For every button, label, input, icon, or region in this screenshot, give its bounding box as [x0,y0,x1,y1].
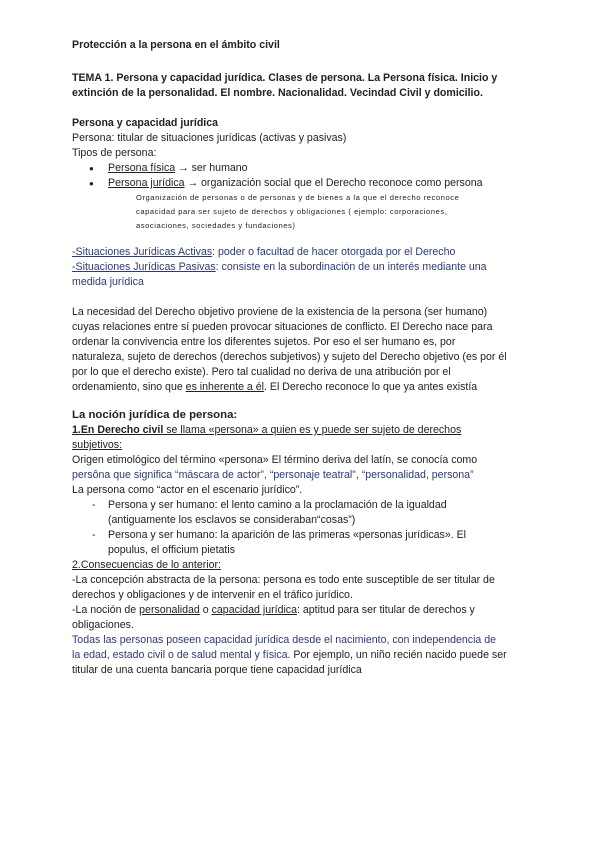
pasivas-text-cont: medida jurídica [72,276,144,288]
tema-line: TEMA 1. Persona y capacidad jurídica. Clases de persona. La Persona física. Inicio y [72,72,498,84]
derecho-civil-text: se llama «persona» a quien es y puede ser sujeto de derechos [163,424,462,436]
list-item-text: → organización social que el Derecho reconoce como persona [184,177,483,189]
concepcion-line: derechos y obligaciones y de intervenir en el tráfico jurídico. [72,589,353,601]
section-nocion-juridica [72,408,532,678]
paragraph-text: . El Derecho reconoce lo que ya antes existía [264,381,478,393]
tipos-list [72,161,532,191]
term-persona-juridica: Persona jurídica [108,177,185,189]
document-title: Protección a la persona en el ámbito civil [72,39,280,51]
note-line: Organización de personas o de personas y de bienes a la que el derecho reconoce [136,193,460,202]
paragraph-line [72,380,532,395]
nocion-text: : aptitud para ser titular de derechos y [297,604,475,616]
nocion-text: o [199,604,212,616]
list-item [72,498,532,528]
nocion-line [72,603,532,618]
derecho-civil-line [72,423,532,438]
origen-line: persôna que significa “máscara de actor”, “personaje teatral”, “personalidad, persona” [72,469,474,481]
capacidad-juridica-term: capacidad jurídica [211,604,298,616]
derecho-civil-text-cont: subjetivos: [72,439,123,451]
nocion-text: -La noción de [72,604,140,616]
section-heading: Persona y capacidad jurídica [72,117,219,129]
list-item-text: (antiguamente los esclavos se consideraban“cosas”) [108,514,356,526]
list-item-text: → ser humano [175,162,248,174]
note-line: asociaciones, sociedades y fundaciones) [136,221,296,230]
actor-line: La persona como “actor en el escenario jurídico”. [72,484,303,496]
concepcion-line: -La concepción abstracta de la persona: persona es todo ente susceptible de ser titular de [72,574,495,586]
list-item-text: - Persona y ser humano: el lento camino a la proclamación de la igualdad [108,499,447,511]
list-item [72,161,532,176]
list-item [72,176,532,191]
todas-line: titular de una cuenta bancaria porque tiene capacidad jurídica [72,664,362,676]
section-heading: La noción jurídica de persona: [72,409,238,421]
paragraph-line: por lo que el derecho existe). Pero tal cualidad no deriva de una atribución por el [72,366,451,378]
activas-line [72,245,532,260]
persona-definition: Persona: titular de situaciones jurídicas (activas y pasivas) [72,132,347,144]
organizacion-note [72,191,532,233]
todas-line: Todas las personas poseen capacidad jurídica desde el nacimiento, con independencia de [72,634,497,646]
tema-heading [72,71,532,101]
consecuencias-heading: 2.Consecuencias de lo anterior: [72,559,221,571]
dash-list [72,498,532,558]
todas-text: Por ejemplo, un niño recién nacido puede ser [290,649,507,661]
paragraph-line: naturaleza, sujeto de derechos (derechos subjetivos) y sujeto del Derecho objetivo (es por él [72,351,507,363]
derecho-civil-term: 1.En Derecho civil [72,424,164,436]
term-pasivas: -Situaciones Jurídicas Pasivas [72,261,216,273]
paragraph-text: ordenamiento, sino que [72,381,186,393]
inherente-term: es inherente a él [185,381,265,393]
section-persona-capacidad [72,116,532,233]
note-line: capacidad para ser sujeto de derechos y obligaciones ( ejemplo: corporaciones, [136,207,448,216]
nocion-line-cont: obligaciones. [72,619,134,631]
todas-text: la edad, estado civil o de salud mental y física. [72,649,291,661]
todas-line [72,648,532,663]
origen-line: Origen etimológico del término «persona» El término deriva del latín, se conocía como [72,454,478,466]
term-persona-fisica: Persona física [108,162,176,174]
paragraph-derecho-objetivo [72,305,532,395]
tema-line: extinción de la personalidad. El nombre. Nacionalidad. Vecindad Civil y domicilio. [72,87,483,99]
list-item-text: - Persona y ser humano: la aparición de las primeras «personas jurídicas». El [108,529,467,541]
term-activas: -Situaciones Jurídicas Activas [72,246,213,258]
list-item-text: populus, el officium pietatis [108,544,236,556]
paragraph-line: cuyas relaciones entre sí pueden provocar situaciones de conflicto. El Derecho nace para [72,321,493,333]
paragraph-line: ordenar la convivencia entre los diferentes sujetos. Por eso el ser humano es, por [72,336,456,348]
pasivas-line [72,260,532,275]
paragraph-line: La necesidad del Derecho objetivo proviene de la existencia de la persona (ser humano) [72,306,488,318]
situaciones-juridicas [72,245,532,290]
activas-text: : poder o facultad de hacer otorgada por el Derecho [212,246,456,258]
personalidad-term: personalidad [139,604,200,616]
tipos-label: Tipos de persona: [72,147,157,159]
list-item [72,528,532,558]
pasivas-text: : consiste en la subordinación de un interés mediante una [215,261,487,273]
